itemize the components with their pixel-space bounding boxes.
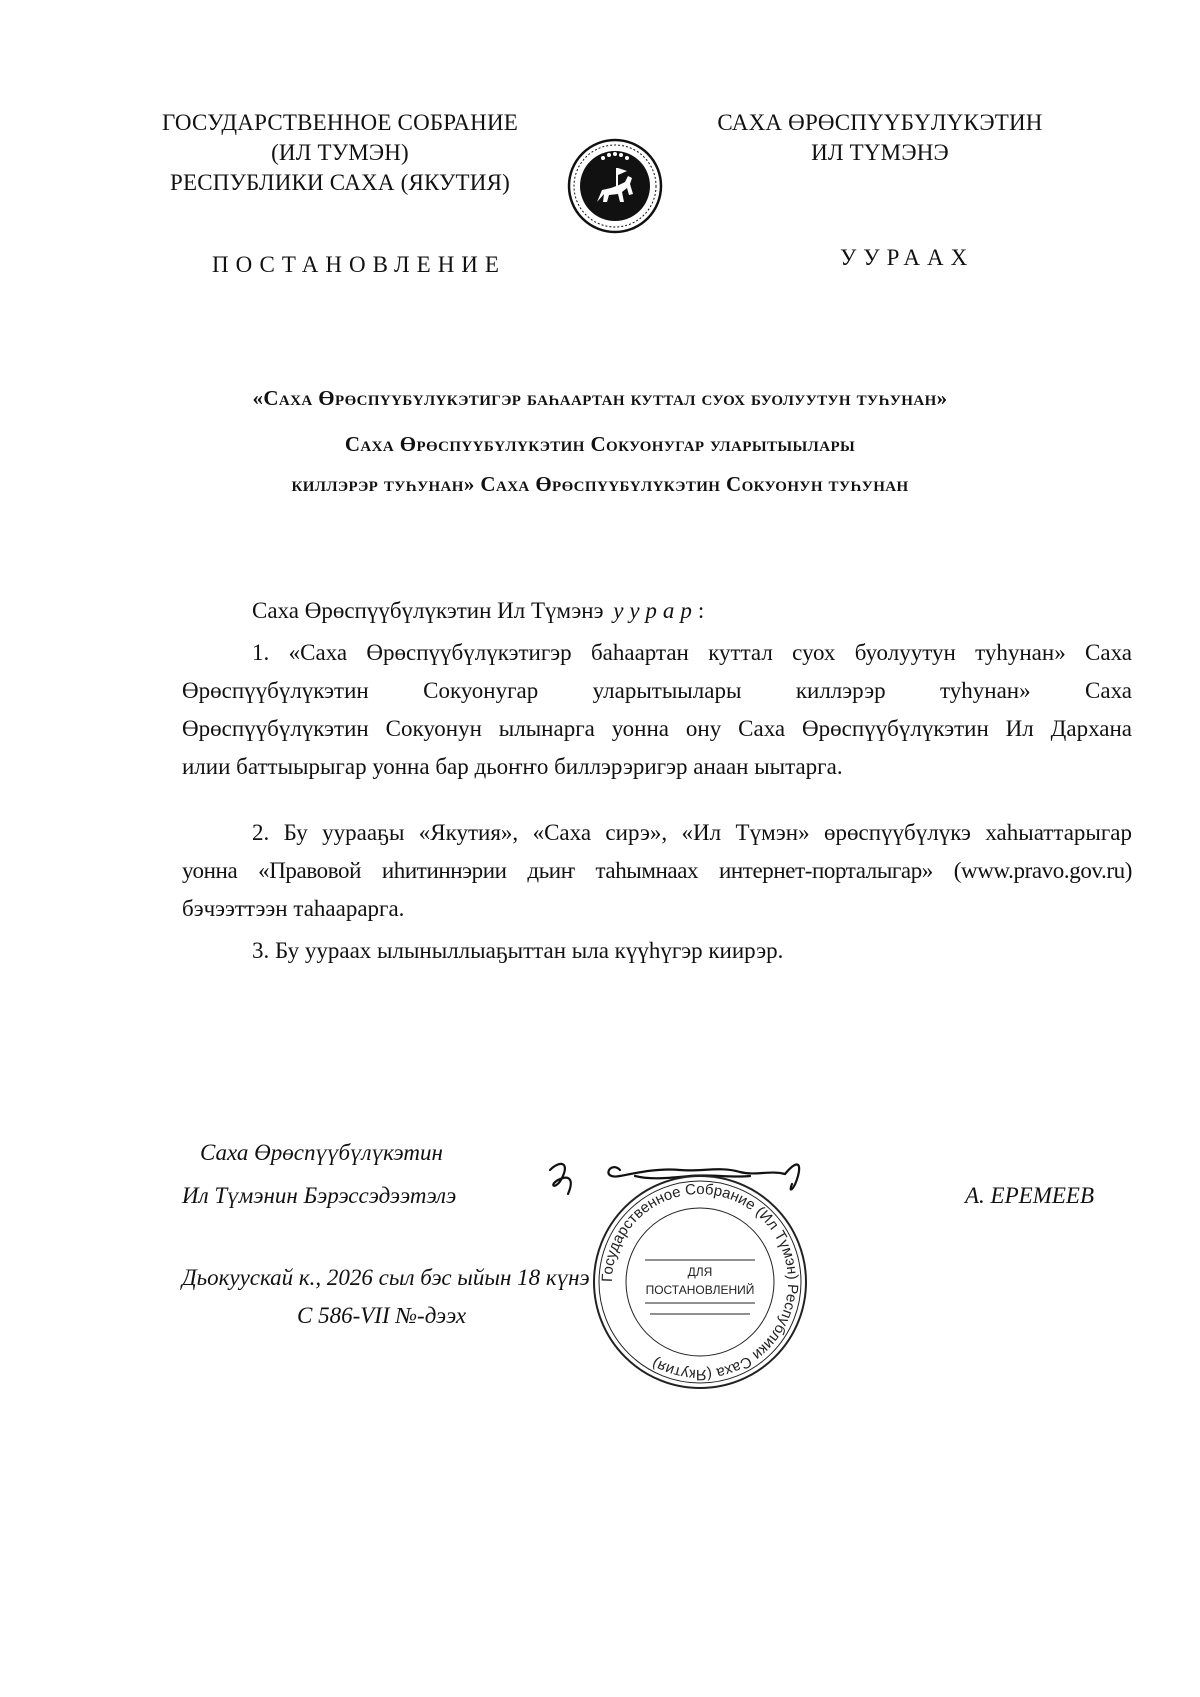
header-left-line3: РЕСПУБЛИКИ САХА (ЯКУТИЯ) — [169, 170, 511, 195]
paragraph-1-line: Өрөспүүбүлүкэтин Сокуонун ылынарга уонна ону Саха Өрөспүүбүлүкэтин Ил Дархана — [182, 716, 1132, 741]
paragraph-3: 3. Бу уураах ылыныллыаҕыттан ыла күүһүгэр киирэр. — [252, 938, 784, 963]
resolution-title-line1: «Саха Өрөспүүбүлүкэтигэр баһаартан куттал суох буолуутун туһунан» — [252, 386, 948, 410]
signatory-position-line2: Ил Түмэнин Бэрэссэдээтэлэ — [182, 1183, 457, 1208]
stamp-ring-text: Государственное Собрание (Ил Түмэн) Республики Саха (Якутия) — [598, 1180, 802, 1384]
intro-line: Саха Өрөспүүбүлүкэтин Ил Түмэнэ уурар: — [252, 598, 705, 623]
header-left-block — [140, 108, 540, 198]
paragraph-2 — [182, 814, 1132, 928]
paragraph-1-line: Өрөспүүбүлүкэтин Сокуонугар уларытыылары киллэрэр туһунан» Саха — [182, 678, 1132, 703]
doc-type-left: ПОСТАНОВЛЕНИЕ — [212, 252, 506, 277]
coat-of-arms-emblem-icon — [567, 138, 663, 234]
paragraph-2-line: 2. Бу уурааҕы «Якутия», «Саха сирэ», «Ил Түмэн» өрөспүүбүлүкэ хаһыаттарыгар — [252, 820, 1132, 845]
place-and-date: Дьокуускай к., 2026 сыл бэс ыйын 18 күнэ — [182, 1265, 590, 1290]
stamp-center-line1: ДЛЯ — [687, 1265, 713, 1279]
official-round-stamp-icon — [590, 1172, 810, 1392]
paragraph-1 — [182, 634, 1132, 786]
document-number: С 586-VII №-дээх — [297, 1303, 467, 1328]
stamp-center-line2: ПОСТАНОВЛЕНИЙ — [645, 1283, 755, 1297]
header-right-line1: САХА ӨРӨСПҮҮБҮЛҮКЭТИН — [717, 110, 1043, 135]
header-left-line2: (ИЛ ТУМЭН) — [271, 140, 409, 165]
paragraph-2-line: уонна «Правовой иһитиннэрии дьиҥ таһымнаах интернет-порталыгар» (www.pravo.gov.ru) — [182, 858, 1132, 883]
intro-text: Саха Өрөспүүбүлүкэтин Ил Түмэнэ — [252, 598, 604, 623]
signatory-position-line1: Саха Өрөспүүбүлүкэтин — [200, 1140, 443, 1165]
intro-verb: уурар — [613, 598, 698, 623]
signatory-name: А. ЕРЕМЕЕВ — [965, 1183, 1095, 1208]
resolution-title-line3: киллэрэр туһунан» Саха Өрөспүүбүлүкэтин Сокуонун туһунан — [291, 472, 909, 496]
paragraph-1-line: 1. «Саха Өрөспүүбүлүкэтигэр баһаартан куттал суох буолуутун туһунан» Саха — [252, 640, 1132, 665]
paragraph-1-line: илии баттыырыгар уонна бар дьоҥҥо биллэрэригэр анаан ыытарга. — [182, 754, 843, 779]
paragraph-2-line: бэчээттээн таһаарарга. — [182, 896, 405, 921]
header-right-line2: ИЛ ТҮМЭНЭ — [811, 140, 949, 165]
resolution-title-line2: Саха Өрөспүүбүлүкэтин Сокуонугар уларытыылары — [344, 432, 856, 456]
header-left-line1: ГОСУДАРСТВЕННОЕ СОБРАНИЕ — [161, 110, 519, 135]
doc-type-right: УУРААХ — [840, 245, 975, 270]
header-right-block — [715, 108, 1045, 168]
